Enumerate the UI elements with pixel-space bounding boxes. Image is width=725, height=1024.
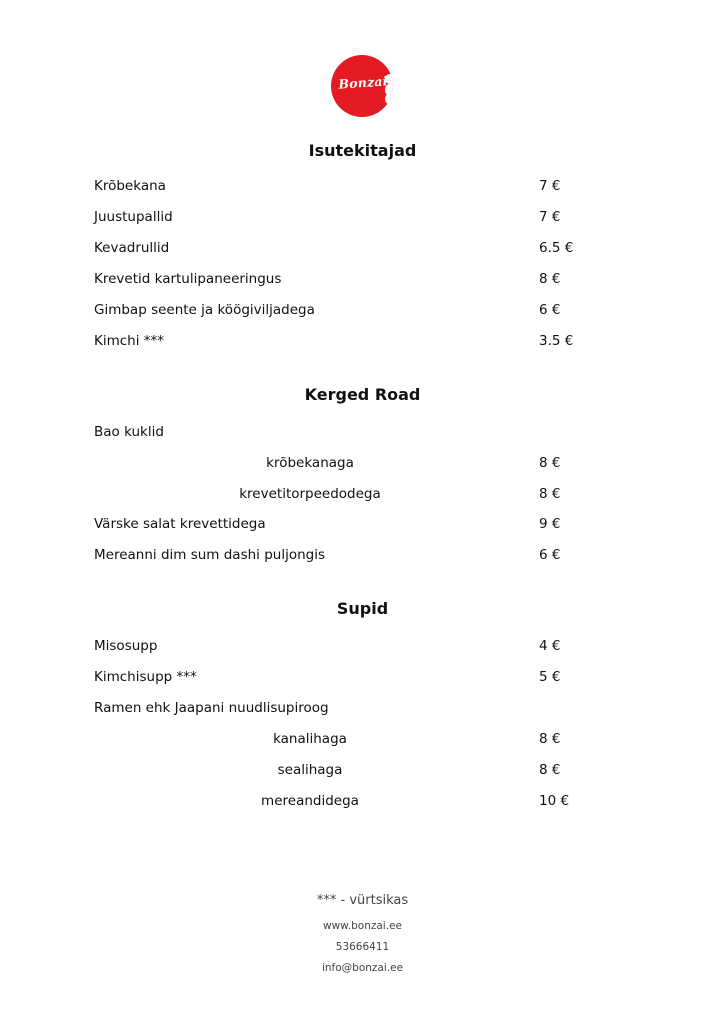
menu-subitem-name: sealihaga <box>277 762 343 778</box>
menu-item-name: Ramen ehk Jaapani nuudlisupiroog <box>94 700 329 716</box>
logo-text: Bonzai <box>337 73 389 92</box>
menu-subitem-name: krevetitorpeedodega <box>239 486 381 502</box>
menu-item-name: Juustupallid <box>94 209 173 225</box>
phone-number: 53666411 <box>335 941 390 953</box>
email-link[interactable]: info@bonzai.ee <box>321 962 404 974</box>
section-title-isutekitajad: Isutekitajad <box>308 141 417 160</box>
menu-item-price: 7 € <box>539 178 561 194</box>
bonzai-logo <box>331 55 393 117</box>
menu-item-name: Kimchisupp *** <box>94 669 197 685</box>
menu-item-name: Gimbap seente ja köögiviljadega <box>94 302 315 318</box>
website-link[interactable]: www.bonzai.ee <box>322 920 402 932</box>
menu-item-price: 8 € <box>539 486 561 502</box>
menu-item-price: 10 € <box>539 793 570 809</box>
menu-item-name: Krevetid kartulipaneeringus <box>94 271 282 287</box>
menu-item-name: Krõbekana <box>94 178 166 194</box>
menu-item-price: 4 € <box>539 638 561 654</box>
section-title-kerged-road: Kerged Road <box>304 385 421 404</box>
menu-item-price: 6 € <box>539 547 561 563</box>
menu-item-name: Bao kuklid <box>94 424 164 440</box>
menu-item-price: 8 € <box>539 762 561 778</box>
menu-item-price: 8 € <box>539 731 561 747</box>
menu-item-name: Kimchi *** <box>94 333 165 349</box>
menu-item-price: 7 € <box>539 209 561 225</box>
menu-subitem-name: kanalihaga <box>273 731 347 747</box>
menu-item-name: Mereanni dim sum dashi puljongis <box>94 547 326 563</box>
menu-item-price: 5 € <box>539 669 561 685</box>
section-title-supid: Supid <box>336 599 389 618</box>
menu-item-name: Kevadrullid <box>94 240 170 256</box>
logo-bite-mark <box>385 93 393 105</box>
menu-item-price: 8 € <box>539 455 561 471</box>
menu-item-price: 3.5 € <box>539 333 574 349</box>
menu-subitem-name: mereandidega <box>261 793 359 809</box>
menu-item-name: Misosupp <box>94 638 158 654</box>
menu-item-price: 6.5 € <box>539 240 574 256</box>
spice-legend: *** - vürtsikas <box>316 893 409 908</box>
menu-item-name: Värske salat krevettidega <box>94 516 266 532</box>
menu-item-price: 6 € <box>539 302 561 318</box>
menu-subitem-name: krõbekanaga <box>266 455 354 471</box>
menu-item-price: 8 € <box>539 271 561 287</box>
menu-item-price: 9 € <box>539 516 561 532</box>
